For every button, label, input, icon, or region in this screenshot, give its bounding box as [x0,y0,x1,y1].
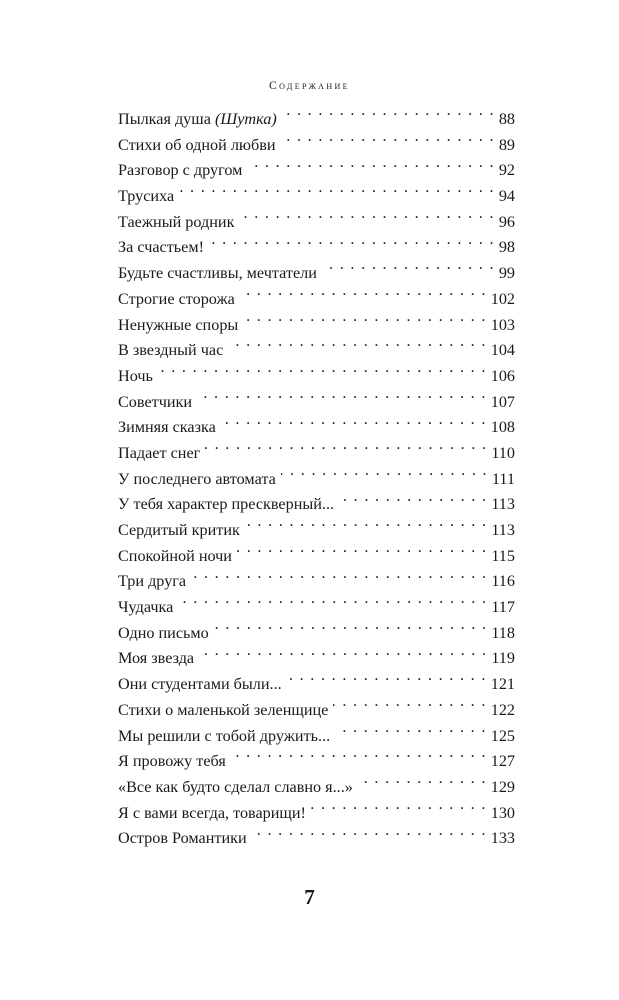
toc-entry-page: 113 [491,521,515,539]
dot-leader [179,185,495,201]
dot-leader [214,622,488,638]
toc-entry [118,595,515,621]
toc-entry-title-text: Советчики [118,392,193,411]
toc-entry-page: 119 [491,649,515,668]
toc-entry-title-text: Ненужные споры [118,315,239,334]
toc-entry [118,210,515,236]
dot-leader [209,236,495,252]
toc-entry-title-text: Три друга [118,572,187,591]
dot-leader [205,442,487,458]
toc-entry-title [118,492,334,518]
toc-entry [118,801,515,827]
toc-entry [118,569,515,595]
toc-entry-page: 113 [491,495,515,514]
toc-entry-title-text: Одно письмо [118,623,209,642]
dot-leader [239,211,494,227]
toc-entry-title [118,158,242,184]
toc-entry-title [118,569,186,595]
toc-entry [118,672,515,698]
toc-entry [118,390,515,416]
toc-entry [118,621,515,647]
toc-entry-title [118,415,216,441]
toc-entry [118,518,515,544]
toc-entry [118,492,515,518]
toc-entry-page: 122 [490,700,515,719]
toc-entry-title-text: Они студентами были... [118,675,282,694]
toc-entry-page: 110 [491,443,515,462]
dot-leader [228,339,486,355]
toc-entry [118,441,515,467]
toc-entry-title [118,364,153,390]
toc-entry-title-text: Сердитый критик [118,521,240,539]
toc-entry-title [118,133,276,159]
toc-entry-title-text: Остров Романтики [118,829,247,848]
toc-entry [118,775,515,801]
dot-leader [335,724,487,740]
toc-entry-page: 103 [490,315,515,334]
toc-entry [118,107,515,133]
toc-entry-page: 115 [491,546,515,565]
toc-entry [118,364,515,390]
toc-entry [118,287,515,313]
toc-entry [118,261,515,287]
toc-entry-page: 92 [498,161,515,180]
toc-entry-title-text: Чудачка [118,598,174,617]
toc-entry-title [118,235,204,261]
toc-entry-title-text: Я провожу тебя [118,752,226,771]
dot-leader [243,313,486,329]
dot-leader [333,699,486,715]
dot-leader [252,827,487,843]
toc-entry-page: 107 [490,392,515,411]
toc-entry-title-text: Стихи об одной любви [118,135,276,154]
toc-entry-title [118,107,277,133]
toc-entry-title-text: Трусиха [118,187,175,206]
toc-entry-title-text: Стихи о маленькой зеленщице [118,700,329,719]
toc-entry-title-text: Моя звезда [118,649,195,668]
toc-entry-title [118,672,282,698]
dot-leader [281,467,488,483]
toc-entry [118,133,515,159]
dot-leader [281,134,495,150]
toc-entry-page: 104 [490,341,515,360]
toc-entry-page: 118 [491,623,515,642]
toc-entry-page: 127 [490,752,515,771]
toc-entry-page: 99 [498,264,515,283]
dot-leader [322,262,495,278]
toc-entry [118,724,515,750]
toc-entry-title [118,646,194,672]
toc-entry [118,158,515,184]
toc-entry-page: 94 [498,187,515,206]
dot-leader [339,493,487,509]
toc-entry [118,313,515,339]
dot-leader [178,596,487,612]
toc-entry-title-text: За счастьем! [118,238,204,257]
toc-entry-page: 116 [491,572,515,591]
dot-leader [231,750,487,766]
toc-entry [118,467,515,493]
toc-entry-subtitle: (Шутка) [214,110,277,128]
toc-entry [118,646,515,672]
toc-entry-title [118,801,306,827]
dot-leader [158,365,487,381]
toc-entry-page: 129 [490,777,515,796]
toc-entry-title-text: У тебя характер прескверный... [118,495,335,514]
toc-entry [118,184,515,210]
toc-entry [118,826,515,852]
toc-entry-title-text: Таежный родник [118,212,235,231]
toc-entry-title-text: Будьте счастливы, мечтатели [118,264,317,283]
running-header: Содержание [269,80,350,92]
toc-entry-title-text: Ночь [118,366,153,385]
toc-entry-title-text: В звездный час [118,341,224,360]
toc-entry-title [118,261,317,287]
toc-entry-title [118,184,174,210]
toc-entry-title [118,287,235,313]
dot-leader [282,108,495,124]
toc-entry-title-text: «Все как будто сделал славно я...» [118,777,353,796]
page-number: 7 [304,885,315,909]
toc-entry-title [118,210,234,236]
toc-entry-page: 96 [498,212,515,231]
toc-entry-title [118,775,353,801]
dot-leader [237,545,487,561]
dot-leader [247,159,494,175]
table-of-contents [118,107,515,852]
toc-entry [118,415,515,441]
toc-entry-title-text: Я с вами всегда, товарищи! [118,803,306,822]
toc-entry-page: 89 [498,135,515,154]
toc-entry-title [118,621,209,647]
toc-entry-title [118,544,232,570]
toc-entry-page: 98 [498,238,515,257]
toc-entry-title [118,518,240,544]
toc-entry-page: 88 [498,110,515,128]
dot-leader [287,673,487,689]
toc-entry-page: 121 [490,675,515,694]
toc-entry-title [118,595,173,621]
toc-entry [118,698,515,724]
toc-entry-page: 117 [491,598,515,617]
toc-entry-title-text: Зимняя сказка [118,418,216,437]
toc-entry-page: 106 [490,366,515,385]
toc-entry-page: 108 [490,418,515,437]
toc-entry-title-text: У последнего автомата [118,469,276,488]
toc-entry-title-text: Спокойной ночи [118,546,232,565]
toc-entry-page: 130 [490,803,515,822]
toc-entry [118,235,515,261]
dot-leader [311,801,487,817]
toc-entry-page: 111 [491,469,515,488]
toc-entry-page: 125 [490,726,515,745]
toc-entry-title [118,826,247,852]
toc-entry-title [118,724,330,750]
dot-leader [199,647,487,663]
dot-leader [358,776,487,792]
toc-entry-title-text: Пылкая душа [118,110,211,128]
toc-entry-title-text: Разговор с другом [118,161,243,180]
dot-leader [191,570,487,586]
dot-leader [245,519,487,535]
toc-entry [118,544,515,570]
dot-leader [221,416,487,432]
toc-entry-title [118,313,238,339]
toc-entry [118,338,515,364]
toc-entry-page: 133 [490,829,515,848]
toc-entry-title [118,441,200,467]
toc-entry-title [118,467,276,493]
toc-entry-title-text: Падает снег [118,443,201,462]
dot-leader [197,390,487,406]
toc-entry-page: 102 [490,289,515,308]
toc-entry-title [118,338,223,364]
toc-entry [118,749,515,775]
toc-entry-title-text: Строгие сторожа [118,289,235,308]
dot-leader [240,288,487,304]
toc-entry-title [118,698,328,724]
toc-entry-title [118,390,192,416]
toc-entry-title-text: Мы решили с тобой дружить... [118,726,331,745]
toc-entry-title [118,749,226,775]
